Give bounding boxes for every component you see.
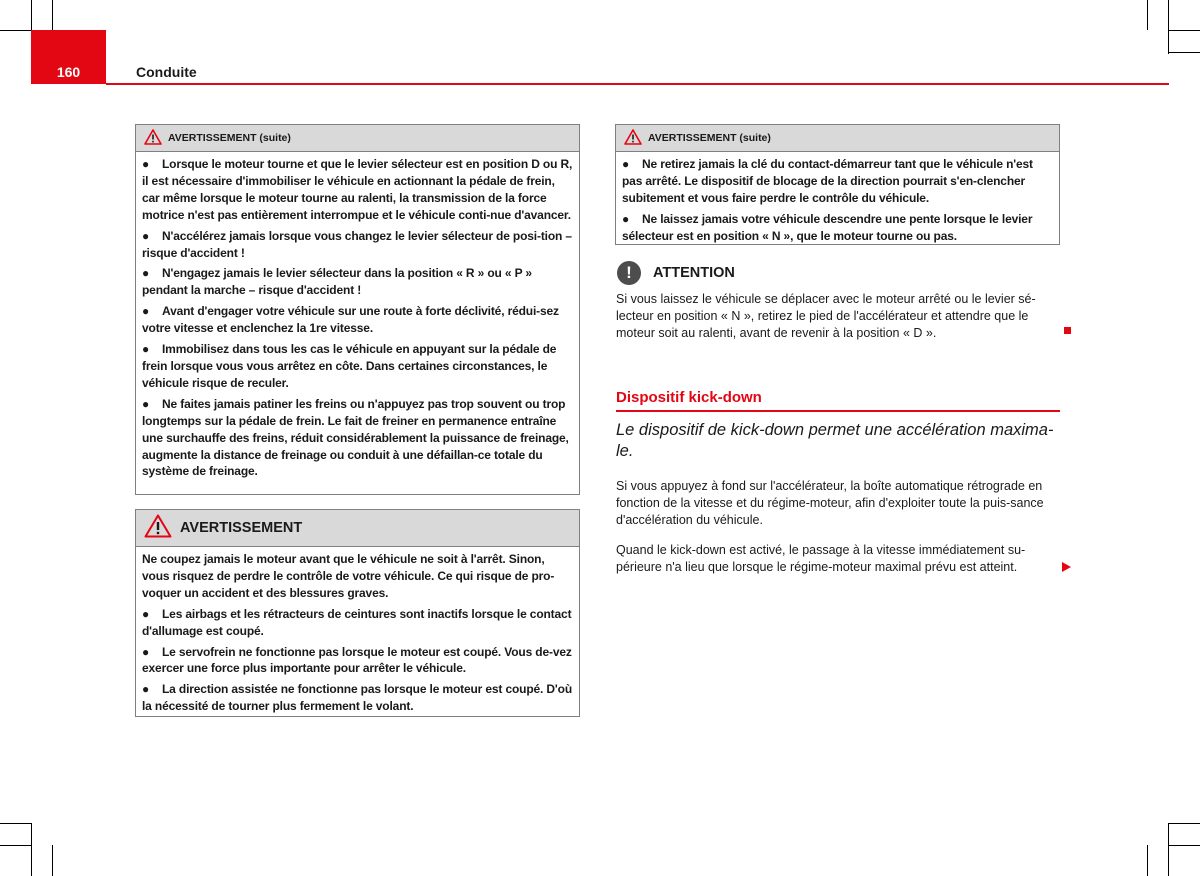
bullet: ● xyxy=(142,644,150,659)
item-text: Lorsque le moteur tourne et que le levier sélecteur est en position D ou R, il est nécessaire d'immobiliser le véhicule en actionnant la pédale de frein, car même lorsque le moteur tourne au ralenti, la transmission de la force motrice n'est pas entièrement interrompue et le véhicule conti-nue d'avancer. xyxy=(142,157,573,222)
warning-box-continued xyxy=(615,124,1060,245)
list-item xyxy=(142,396,573,481)
bullet: ● xyxy=(142,304,150,319)
list-item xyxy=(622,211,1053,245)
crop-mark xyxy=(1168,823,1200,824)
warning-triangle-icon xyxy=(144,129,162,148)
item-text: Ne retirez jamais la clé du contact-démarreur tant que le véhicule n'est pas arrêté. Le dispositif de blocage de la direction pourrait s'en-clencher subitement et vous faire perdre le contrôle du véhicule. xyxy=(622,157,1033,205)
crop-mark xyxy=(1168,845,1200,846)
crop-mark xyxy=(1147,845,1148,876)
crop-mark xyxy=(1168,52,1200,53)
crop-mark xyxy=(0,30,31,31)
end-of-section-marker xyxy=(1064,327,1071,334)
list-item xyxy=(142,303,573,337)
warning-box xyxy=(135,509,580,717)
item-text: N'accélérez jamais lorsque vous changez le levier sélecteur de posi-tion – risque d'accident ! xyxy=(142,228,572,260)
item-text: N'engagez jamais le levier sélecteur dans la position « R » ou « P » pendant la marche – risque d'accident ! xyxy=(142,266,532,298)
paragraph: Quand le kick-down est activé, le passage à la vitesse immédiatement su-périeure n'a lieu que lorsque le régime-moteur maximal prévu est atteint. xyxy=(616,543,1026,575)
crop-mark xyxy=(1168,0,1169,54)
crop-mark xyxy=(31,823,32,876)
page-number: 160 xyxy=(56,64,81,80)
header-rule xyxy=(106,83,1169,85)
item-text: Ne laissez jamais votre véhicule descendre une pente lorsque le levier sélecteur est en position « N », que le moteur tourne ou pas. xyxy=(622,211,1033,243)
item-text: Ne faites jamais patiner les freins ou n'appuyez pas trop souvent ou trop longtemps sur la pédale de frein. Le fait de freiner en permanence entraîne une surchauffe des freins, réduit considérablement la puissance de freinage, augmente la distance de freinage ou conduit à une défaillan-ce totale du système de freinage. xyxy=(142,396,569,479)
list-item xyxy=(142,228,573,262)
list-item xyxy=(142,644,573,678)
crop-mark xyxy=(52,0,53,30)
warning-intro: Ne coupez jamais le moteur avant que le véhicule ne soit à l'arrêt. Sinon, vous risquez de perdre le contrôle de votre véhicule. Ce qui risque de pro-voquer un accident et des blessures graves. xyxy=(142,552,555,600)
item-text: Les airbags et les rétracteurs de ceintures sont inactifs lorsque le contact d'allumage est coupé. xyxy=(142,606,572,638)
bullet: ● xyxy=(142,396,150,411)
warning-box-body xyxy=(616,152,1059,249)
warning-triangle-icon xyxy=(624,129,642,148)
list-item xyxy=(142,606,573,640)
warning-box-title: AVERTISSEMENT xyxy=(180,520,303,536)
continue-arrow-icon xyxy=(1062,562,1071,572)
crop-mark xyxy=(0,823,31,824)
warning-box-header xyxy=(136,125,579,152)
exclamation-circle-icon: ! xyxy=(617,261,641,285)
crop-mark xyxy=(1168,823,1169,876)
crop-mark xyxy=(1147,0,1148,30)
item-text: La direction assistée ne fonctionne pas lorsque le moteur est coupé. D'où la nécessité de tourner plus fermement le volant. xyxy=(142,682,572,714)
crop-mark xyxy=(0,845,31,846)
list-item xyxy=(142,341,573,392)
warning-triangle-icon xyxy=(144,514,172,542)
list-item xyxy=(142,265,573,299)
warning-box-continued xyxy=(135,124,580,495)
list-item xyxy=(142,156,573,224)
item-text: Le servofrein ne fonctionne pas lorsque le moteur est coupé. Vous de-vez exercer une force plus importante pour arrêter le véhicule. xyxy=(142,644,572,676)
chapter-title: Conduite xyxy=(136,64,197,80)
warning-box-body xyxy=(136,152,579,484)
bullet: ● xyxy=(622,157,630,171)
section-rule xyxy=(616,410,1060,412)
warning-box-header xyxy=(136,510,579,547)
bullet: ● xyxy=(142,606,150,621)
section-intro: Le dispositif de kick-down permet une accélération maxima-le. xyxy=(616,421,1054,460)
bullet: ● xyxy=(142,266,150,281)
crop-mark xyxy=(1168,30,1200,31)
warning-box-title: AVERTISSEMENT (suite) xyxy=(168,132,291,144)
attention-title: ATTENTION xyxy=(653,265,735,281)
warning-box-title: AVERTISSEMENT (suite) xyxy=(648,132,771,144)
warning-box-body xyxy=(136,547,579,719)
item-text: Avant d'engager votre véhicule sur une route à forte déclivité, rédui-sez votre vitesse et enclenchez la 1re vitesse. xyxy=(142,304,559,336)
crop-mark xyxy=(31,0,32,30)
crop-mark xyxy=(52,845,53,876)
attention-note xyxy=(616,261,1060,343)
list-item xyxy=(622,156,1053,207)
bullet: ● xyxy=(142,342,150,357)
bullet: ● xyxy=(142,228,150,243)
bullet: ● xyxy=(622,211,630,226)
list-item xyxy=(142,681,573,715)
attention-header xyxy=(616,261,1060,285)
bullet: ● xyxy=(142,157,150,171)
paragraph: Si vous appuyez à fond sur l'accélérateur, la boîte automatique rétrograde en fonction de la vitesse et du régime-moteur, afin d'exploiter toute la puis-sance d'accélération du véhicule. xyxy=(616,479,1044,528)
warning-box-header xyxy=(616,125,1059,152)
bullet: ● xyxy=(142,682,150,697)
item-text: Immobilisez dans tous les cas le véhicule en appuyant sur la pédale de frein lorsque vous vous arrêtez en côte. Dans certaines circonstances, le véhicule risque de reculer. xyxy=(142,342,557,390)
section-title: Dispositif kick-down xyxy=(616,389,762,406)
attention-text: Si vous laissez le véhicule se déplacer avec le moteur arrêté ou le levier sé-lecteur en position « N », retirez le pied de l'accélérateur et attendre que le moteur soit au ralenti, avant de revenir à la position « D ». xyxy=(616,292,1036,341)
